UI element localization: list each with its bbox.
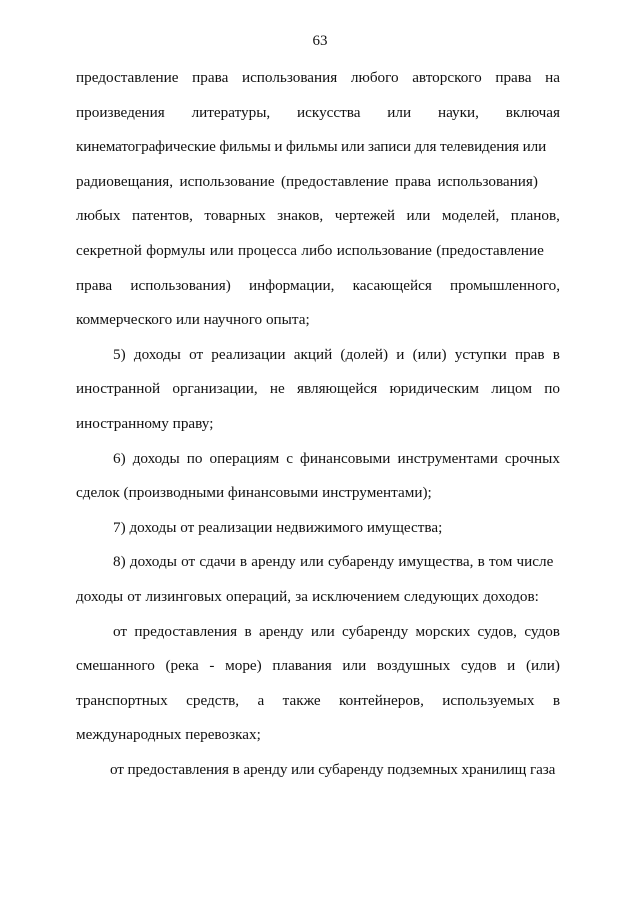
word: с	[286, 449, 293, 467]
word: смешанного	[76, 657, 155, 675]
word: произведения	[76, 103, 165, 121]
paragraph-1-line-7	[76, 276, 560, 311]
word: науки,	[437, 103, 479, 121]
word: от	[189, 345, 204, 363]
word: 5)	[113, 345, 126, 363]
word: (или)	[412, 345, 447, 363]
word: искусства	[297, 103, 361, 121]
paragraph-3-line-1	[76, 449, 560, 484]
word: и	[507, 657, 516, 675]
word: или	[406, 207, 431, 225]
word: акций	[293, 345, 333, 363]
word: также	[282, 691, 321, 709]
word: любого	[350, 69, 399, 86]
paragraph-2-line-3: иностранному праву;	[76, 414, 214, 432]
word: инструментами	[397, 449, 498, 467]
word: или	[387, 103, 412, 121]
word: уступки	[454, 345, 507, 363]
word: (река	[165, 657, 199, 675]
paragraph-7-line-1: от предоставления в аренду или субаренду подземных хранилищ газа	[110, 760, 556, 778]
word: от	[113, 622, 128, 640]
word: а	[257, 691, 265, 709]
word: использования)	[130, 276, 231, 294]
word: (долей)	[340, 345, 389, 363]
document-body	[76, 68, 560, 794]
paragraph-1-line-2	[76, 103, 560, 138]
word: юридическим	[389, 380, 479, 398]
word: в	[244, 622, 252, 640]
word: по	[186, 449, 203, 467]
word: на	[545, 69, 560, 86]
paragraph-4-line-1: 7) доходы от реализации недвижимого имущества;	[113, 518, 443, 536]
paragraph-5-line-2: доходы от лизинговых операций, за исключением следующих доходов:	[76, 587, 539, 605]
word: предоставление	[76, 69, 179, 86]
word: доходы	[133, 345, 181, 363]
paragraph-6-line-3	[76, 691, 560, 726]
word: или	[310, 622, 335, 640]
word: моделей,	[441, 207, 500, 225]
word: финансовыми	[300, 449, 391, 467]
word: реализации	[211, 345, 286, 363]
word: включая	[505, 103, 560, 121]
word: лицом	[491, 380, 532, 398]
word: или	[342, 657, 367, 675]
word: судов	[524, 622, 560, 640]
word: контейнеров,	[339, 691, 424, 709]
word: знаков,	[277, 207, 324, 225]
word: патентов,	[131, 207, 193, 225]
word: являющейся	[297, 380, 378, 398]
word: срочных	[504, 449, 560, 467]
word: море)	[225, 657, 262, 675]
page-number: 63	[312, 33, 328, 49]
word: доходы	[132, 449, 180, 467]
word: субаренду	[342, 622, 409, 640]
word: права	[192, 69, 229, 86]
word: предоставления	[134, 622, 238, 640]
paragraph-5-line-1: 8) доходы от сдачи в аренду или субаренду имущества, в том числе	[113, 553, 554, 571]
word: любых	[76, 207, 121, 225]
paragraph-6-line-2	[76, 656, 560, 691]
word: воздушных	[376, 657, 451, 675]
paragraph-1-line-6: секретной формулы или процесса либо использование (предоставление	[76, 241, 544, 259]
word: судов,	[477, 622, 517, 640]
word: права	[495, 69, 532, 86]
word: плавания	[272, 657, 332, 675]
word: в	[552, 345, 560, 363]
paragraph-1-line-8: коммерческого или научного опыта;	[76, 311, 310, 329]
word: (или)	[525, 657, 560, 675]
word: иностранной	[76, 380, 161, 398]
paragraph-1-line-3: кинематографические фильмы и фильмы или записи для телевидения или	[76, 138, 547, 156]
paragraph-2-line-2	[76, 379, 560, 414]
paragraph-6-line-1	[76, 622, 560, 657]
word: прав	[514, 345, 545, 363]
word: транспортных	[76, 691, 168, 709]
word: аренду	[259, 622, 304, 640]
word: касающейся	[352, 276, 432, 294]
word: 6)	[113, 449, 126, 467]
word: литературы,	[191, 103, 271, 121]
word: товарных	[204, 207, 266, 225]
word: использования	[241, 69, 338, 86]
word: чертежей	[334, 207, 395, 225]
paragraph-6-line-4: международных перевозках;	[76, 726, 261, 744]
word: -	[209, 657, 215, 675]
word: промышленного,	[450, 276, 560, 294]
word: по	[544, 380, 560, 398]
word: информации,	[248, 276, 335, 294]
word: средств,	[186, 691, 240, 709]
paragraph-1-line-5	[76, 206, 560, 241]
word: морских	[415, 622, 471, 640]
word: организации,	[172, 380, 258, 398]
word: права	[76, 276, 113, 294]
word: операциям	[209, 449, 280, 467]
word: в	[552, 691, 560, 709]
paragraph-1-line-1	[76, 68, 560, 103]
word: и	[396, 345, 405, 363]
paragraph-1-line-4: радиовещания, использование (предоставление права использования)	[76, 172, 538, 190]
word: используемых	[442, 691, 535, 709]
word: судов	[460, 657, 497, 675]
paragraph-2-line-1	[76, 345, 560, 380]
paragraph-3-line-2: сделок (производными финансовыми инструментами);	[76, 484, 432, 502]
word: не	[269, 380, 285, 398]
word: авторского	[412, 69, 482, 86]
word: планов,	[510, 207, 560, 225]
